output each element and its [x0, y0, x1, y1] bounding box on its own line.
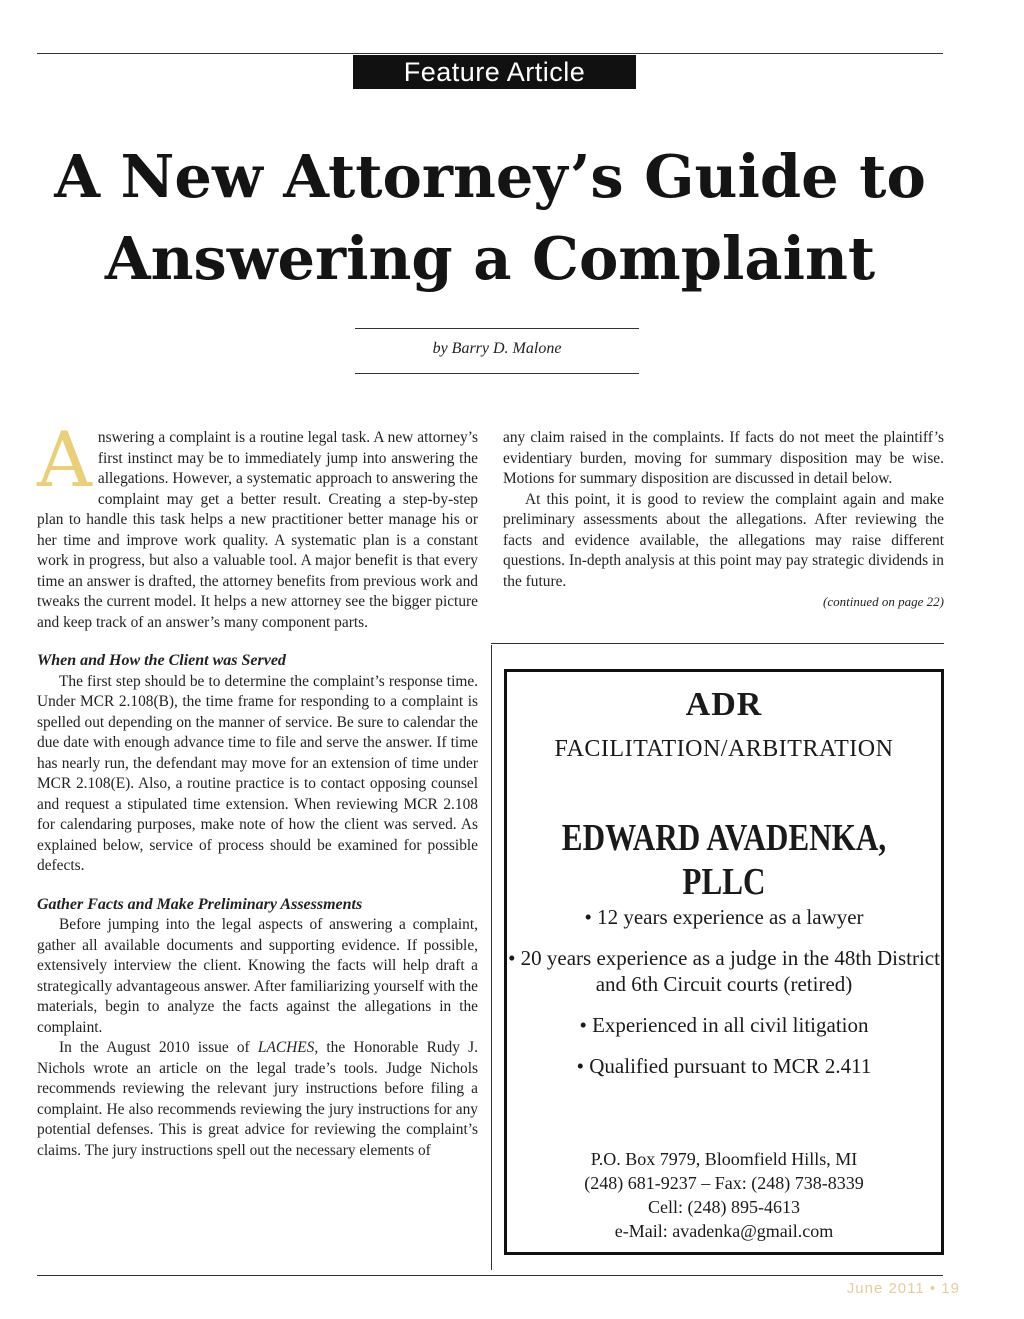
ad-bullet: • 20 years experience as a judge in the 48th District and 6th Circuit courts (retired): [508, 946, 940, 996]
intro-paragraph: [37, 415, 478, 633]
ad-cell: Cell: (248) 895-4613: [648, 1197, 800, 1217]
title-line-2: Answering a Complaint: [104, 224, 876, 293]
article-title: [37, 136, 943, 300]
byline-rule-bottom: [355, 373, 639, 374]
paragraph-facts: Before jumping into the legal aspects of answering a complaint, gather all available documents and supporting evidence. If possible, extensively interview the client. Knowing the facts will help draft a strategically advantageous answer. After familiarizing yourself with the materials, begin to analyze the facts against the allegations in the complaint.: [37, 916, 478, 1036]
intro-text: nswering a complaint is a routine legal task. A new attorney’s first instinct may be to immediately jump into answering the allegations. However, a systematic approach to answering the complaint may get a better result. Creating a step-by-step plan to handle this task helps a new practitioner better manage his or her time and improve work quality. A systematic plan is a constant work in progress, but also a valuable tool. A major benefit is that every time an answer is drafted, the attorney benefits from previous work and tweaks the current model. It helps a new attorney see the bigger picture and keep track of an answer’s many component parts.: [37, 429, 478, 631]
article-right-column: [503, 428, 944, 613]
title-line-1: A New Attorney’s Guide to: [54, 142, 926, 211]
paragraph-served: The first step should be to determine the complaint’s response time. Under MCR 2.108(B), the time frame for responding to a complaint is spelled out depending on the manner of service. Be sure to calendar the due date with enough advance time to file and serve the answer. If time has nearly run, the defendant may move for an extension of time under MCR 2.108(E). Also, a routine practice is to contact opposing counsel and request a stipulated time extension. When reviewing MCR 2.108 for calendaring purposes, make note of how the client was served. As explained below, service of process should be examined for possible defects.: [37, 672, 478, 874]
ad-bullet: • 12 years experience as a lawyer: [584, 905, 864, 929]
continued-note: (continued on page 22): [823, 594, 944, 609]
advertisement-box: [504, 669, 944, 1255]
ad-bullet: • Experienced in all civil litigation: [579, 1013, 869, 1037]
ad-bullet: • Qualified pursuant to MCR 2.411: [576, 1054, 872, 1078]
publication-name: LACHES: [257, 1039, 315, 1056]
top-rule: [37, 53, 943, 54]
ad-heading: ADR: [685, 686, 763, 723]
section-tag: Feature Article: [353, 55, 636, 89]
paragraph-laches: In the August 2010 issue of LACHES, the Honorable Rudy J. Nichols wrote an article on the legal trade’s tools. Judge Nichols recommends reviewing the relevant jury instructions before filing a complaint. He also recommends reviewing the jury instructions for any potential defenses. This is great advice for reviewing the complaint’s claims. The jury instructions spell out the necessary elements of: [37, 1039, 478, 1159]
ad-firm-name: EDWARD AVADENKA, PLLC: [561, 817, 887, 903]
ad-email: e-Mail: avadenka@gmail.com: [614, 1221, 834, 1241]
right-paragraph-2: At this point, it is good to review the complaint again and make preliminary assessments about the allegations. After reviewing the facts and evidence available, the allegations may raise different questions. In-depth analysis at this point may pay strategic dividends in the future.: [503, 490, 944, 590]
subheading-facts: Gather Facts and Make Preliminary Assessments: [37, 895, 363, 913]
right-paragraph-1: any claim raised in the complaints. If facts do not meet the plaintiff’s evidentiary burden, moving for summary disposition may be wise. Motions for summary disposition are discussed in detail below.: [503, 429, 944, 487]
bottom-rule: [37, 1275, 943, 1276]
byline: by Barry D. Malone: [432, 340, 562, 357]
article-left-column: [37, 415, 478, 1161]
column-divider: [491, 645, 492, 1270]
drop-cap: A: [37, 415, 92, 504]
ad-phone: (248) 681-9237 – Fax: (248) 738-8339: [584, 1173, 864, 1193]
byline-rule-top: [355, 328, 639, 329]
ad-subheading: FACILITATION/ARBITRATION: [554, 736, 894, 762]
ad-address: P.O. Box 7979, Bloomfield Hills, MI: [590, 1149, 858, 1169]
ad-contact-block: [507, 1147, 941, 1243]
ad-bullet-list: [507, 904, 941, 1094]
page-folio: June 2011 • 19: [846, 1280, 960, 1297]
ad-divider-horizontal: [491, 643, 944, 644]
subheading-served: When and How the Client was Served: [37, 652, 286, 669]
